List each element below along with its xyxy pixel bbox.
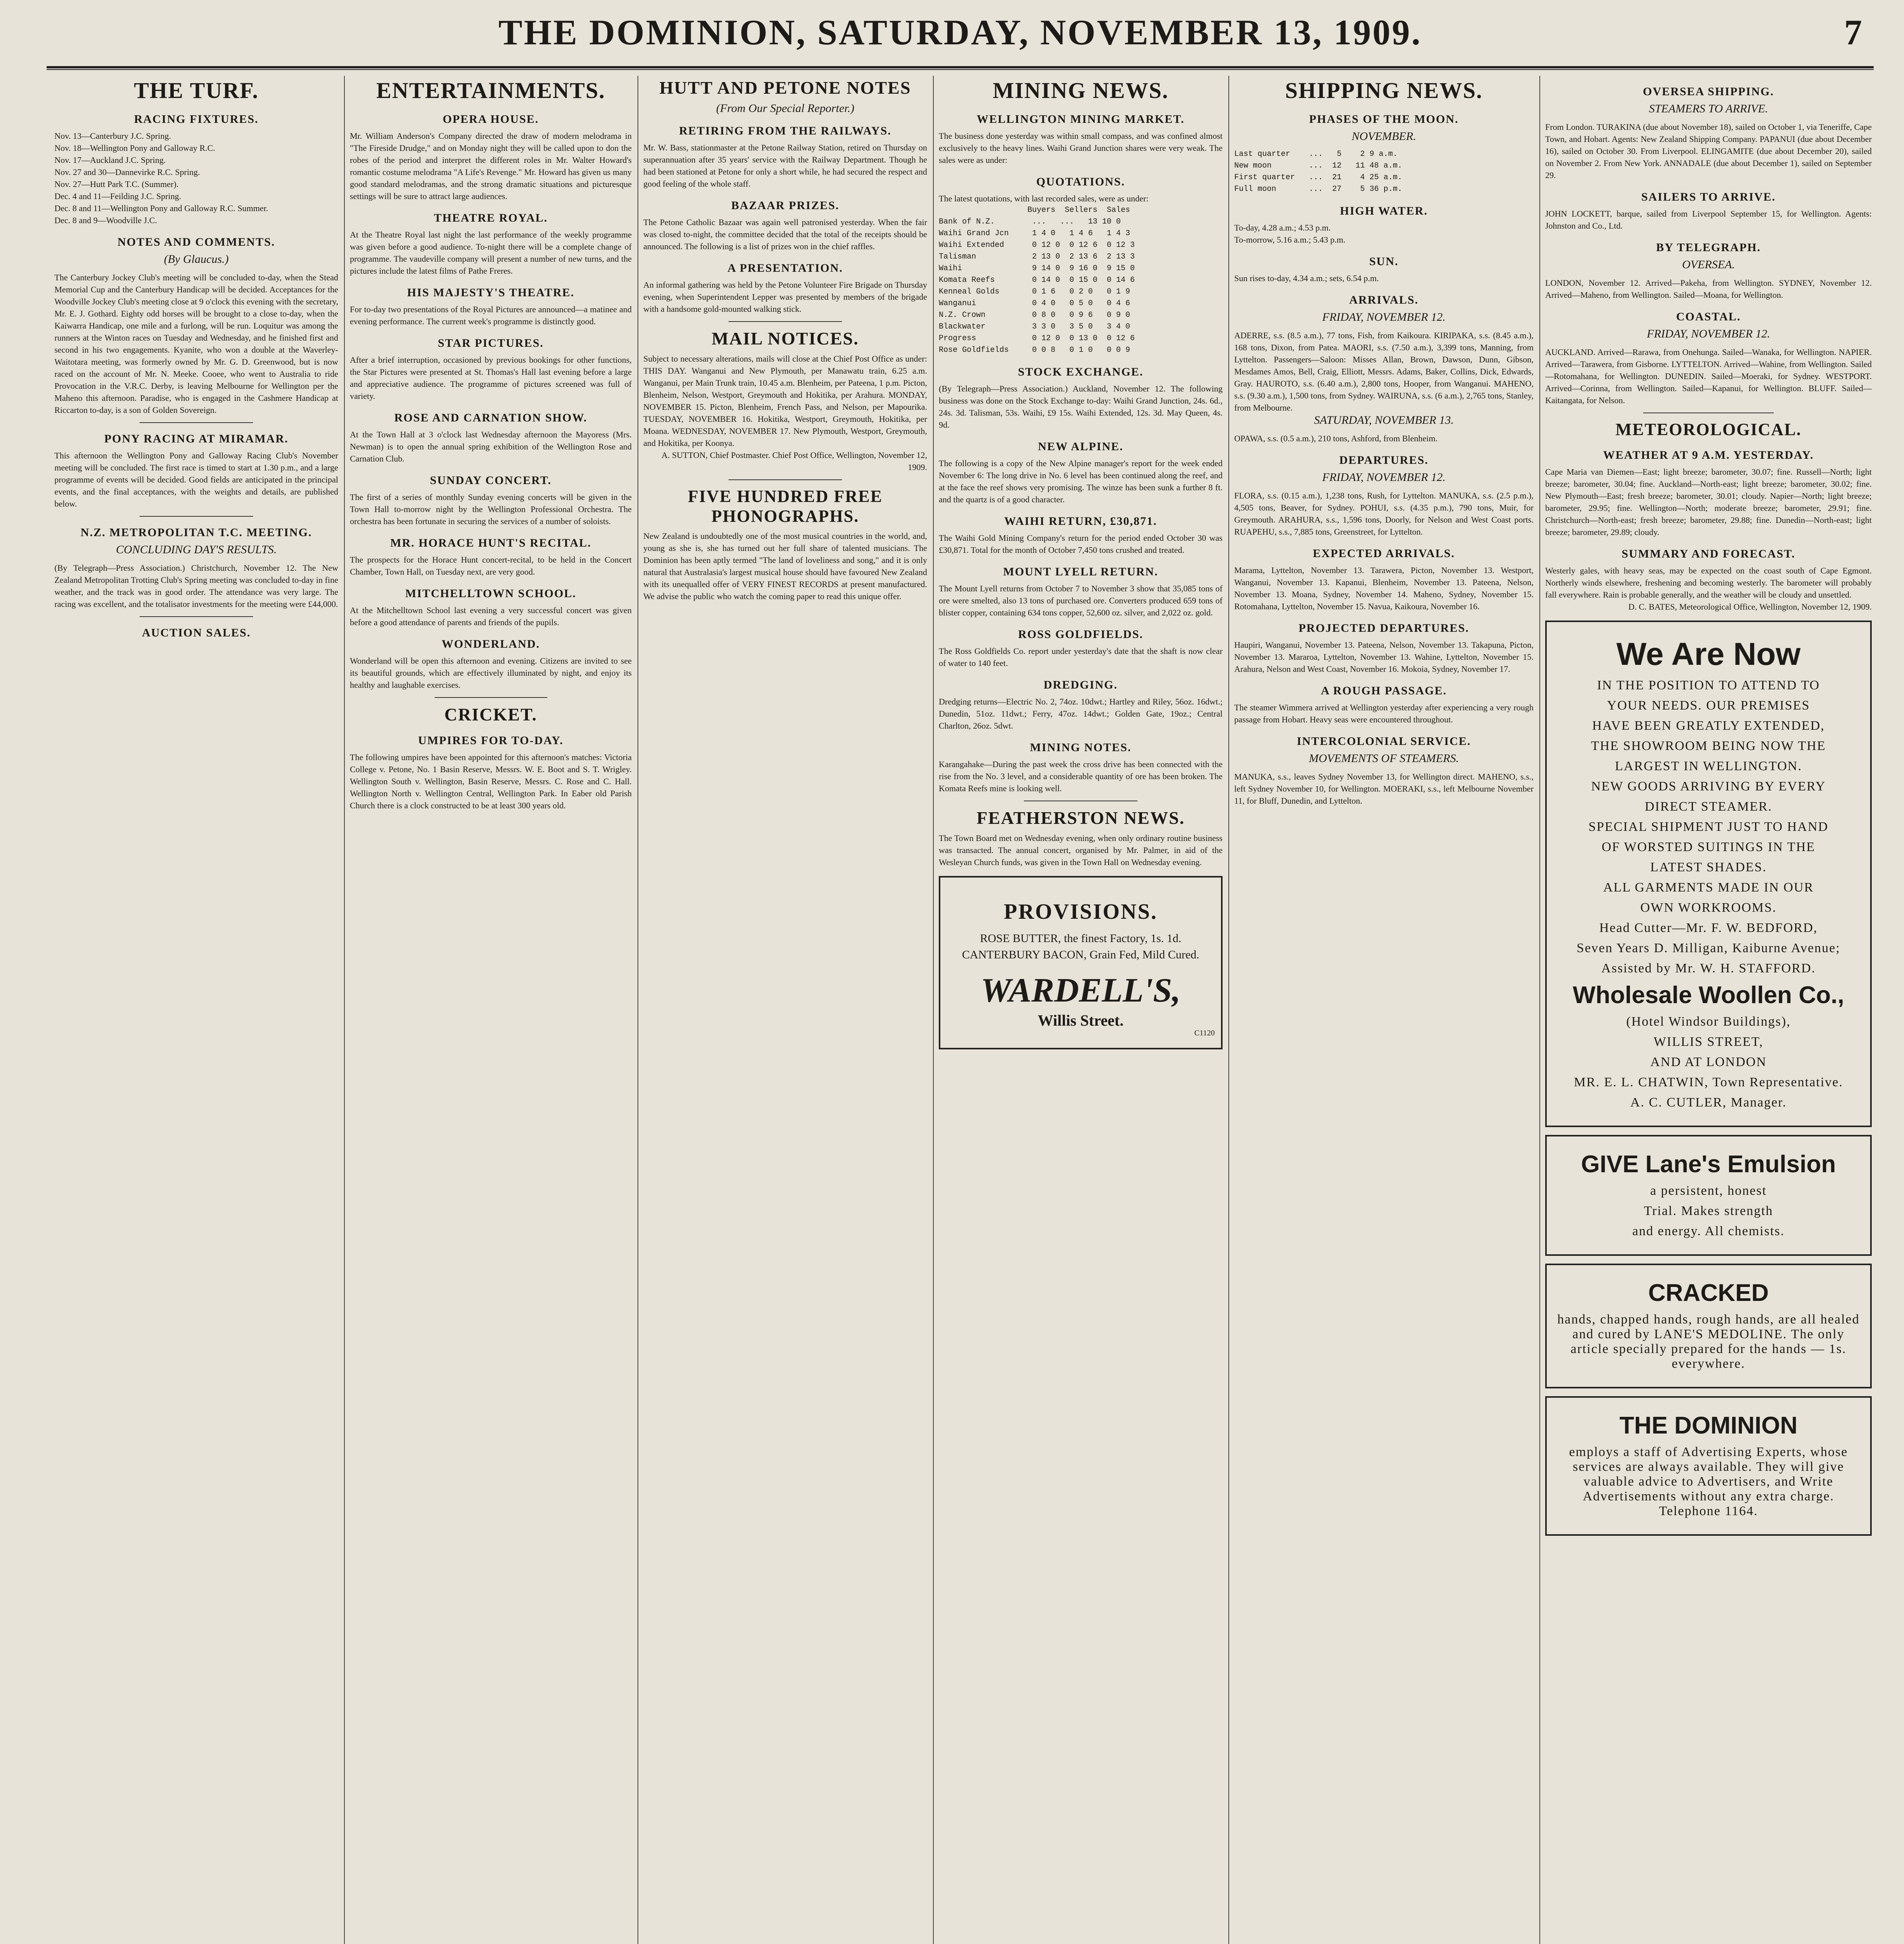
oversea-heading: OVERSEA SHIPPING. — [1643, 85, 1774, 98]
provisions-line: ROSE BUTTER, the finest Factory, 1s. 1d. — [980, 932, 1181, 945]
ent-section-heading: MITCHELLTOWN SCHOOL. — [405, 587, 576, 600]
advert-line: YOUR NEEDS. OUR PREMISES — [1607, 698, 1810, 713]
oversea-subheading: STEAMERS TO ARRIVE. — [1649, 102, 1768, 115]
advert-headline: We Are Now — [1616, 636, 1801, 672]
quote-header: Buyers Sellers Sales — [939, 206, 1130, 215]
moon-table — [1234, 149, 1534, 195]
pony-text: This afternoon the Wellington Pony and Galloway Racing Club's November meeting will be concluded. The first race is timed to start at 1.30 p.m., and a large programme of events will be decided. Good fields are anticipated in the principal events, and the final acceptances, with the weights and details, are published below. — [54, 451, 338, 509]
high-water-heading: HIGH WATER. — [1340, 205, 1428, 217]
weather-text: Cape Maria van Diemen—East; light breeze; barometer, 30.07; fine. Russell—North; light breeze; barometer, 30.04; fine. Auckland—North-east; light breeze; barometer, 30.02; fine. New Plymouth—East; fresh breeze; barometer, 30.01; cloudy. Napier—North; light breeze; barometer, 29.95; fine. Wellington—North; moderate breeze; barometer, 29.91; fine. Christchurch—North-east; fresh breeze; barometer, 29.88; fine. Dunedin—North-east; light breeze; barometer, 29.89; cloudy. — [1545, 467, 1872, 537]
arrivals-date: SATURDAY, NOVEMBER 13. — [1314, 414, 1454, 427]
column-divider — [1228, 76, 1229, 1944]
projected-text: Haupiri, Wanganui, November 13. Pateena, Nelson, November 13. Takapuna, Picton, November 13. Mararoa, Lyttelton, November 13. Wahine, Lyttelton, November 15. Arahura, Nelson and West Coast, November 16. Mokoia, Sydney, November 17. — [1234, 640, 1534, 674]
fixture-item: Dec. 4 and 11—Feilding J.C. Spring. — [54, 191, 182, 201]
intercolonial-text: MANUKA, s.s., leaves Sydney November 13, for Wellington direct. MAHENO, s.s., left Sydney November 10, for Wellington. MOERAKI, s.s., left Melbourne November 11, for Bluff, Dunedin, and Lyttelton. — [1234, 772, 1534, 806]
dominion-advert — [1545, 1396, 1872, 1536]
lyell-heading: MOUNT LYELL RETURN. — [1003, 565, 1158, 578]
advert-line: Assisted by Mr. W. H. STAFFORD. — [1601, 961, 1816, 975]
coastal-text: AUCKLAND. Arrived—Rarawa, from Onehunga. Sailed—Wanaka, for Wellington. NAPIER. Arrived—Tarawera, from Gisborne. LYTTELTON. Arrived—Wahine, from Wellington. Sailed—Rotomahana, for Wellington. DUNEDIN. Sailed—Moeraki, for Sydney. WESTPORT. Arrived—Corinna, from Wellington. Sailed—Kapanui, for Wellington. BLUFF. Sailed—Kaitangata, for Nelson. — [1545, 347, 1872, 405]
advert-line: NEW GOODS ARRIVING BY EVERY — [1591, 779, 1826, 794]
sun-row: Sun rises to-day, 4.34 a.m.; sets, 6.54 p.m. — [1234, 273, 1379, 283]
ent-section-heading: STAR PICTURES. — [438, 337, 544, 350]
fixtures-list — [54, 130, 338, 226]
advert-line: HAVE BEEN GREATLY EXTENDED, — [1592, 719, 1825, 733]
departures-heading: DEPARTURES. — [1339, 454, 1429, 467]
advert-line: Head Cutter—Mr. F. W. BEDFORD, — [1599, 921, 1818, 935]
mail-text: Subject to necessary alterations, mails will close at the Chief Post Office as under: THIS DAY. Wanganui and New Plymouth, per Manawatu train, 6.25 a.m. Wanganui, per Main Trunk train, 10.45 a.m. Blenheim, per Pateena, 1 p.m. Picton, Blenheim, Nelson, Westport, Greymouth and Hokitika, per Arahura. MONDAY, NOVEMBER 15. Picton, Blenheim, French Pass, and Nelson, per Mapourika. TUESDAY, NOVEMBER 16. Hokitika, Westport, Greymouth, Hokitika, per Moana. WEDNESDAY, NOVEMBER 17. New Plymouth, Westport, Greymouth, and Hokitika, per Koonya. — [643, 354, 927, 448]
advert-line: LARGEST IN WELLINGTON. — [1615, 759, 1802, 773]
cricket-subheading: UMPIRES FOR TO-DAY. — [418, 734, 564, 747]
notes-heading: NOTES AND COMMENTS. — [117, 236, 275, 248]
moon-heading: PHASES OF THE MOON. — [1309, 113, 1459, 126]
quote-row: Waihi 9 14 0 9 16 0 9 15 0 — [939, 264, 1135, 273]
ent-section-heading: MR. HORACE HUNT'S RECITAL. — [390, 537, 592, 549]
wardell-name: WARDELL'S, — [980, 972, 1181, 1009]
advert-line: LATEST SHADES. — [1650, 860, 1767, 874]
ent-section-text: At the Theatre Royal last night the last performance of the weekly programme was given before a good audience. To-night there will be a complete change of programme. The vaudeville company will present a number of new turns, and the pictures include the latest films of Pathe Freres. — [350, 230, 632, 276]
hutt-section-text: Mr. W. Bass, stationmaster at the Petone Railway Station, retired on Thursday on superannuation after 35 years' service with the Railway Department. Though he had been stationed at Petone for only a short while, he had secured the respect and good feeling of the whole staff. — [643, 143, 927, 189]
advert-line: MR. E. L. CHATWIN, Town Representative. — [1574, 1075, 1843, 1089]
quotations-table — [939, 205, 1223, 356]
arrivals-text: ADERRE, s.s. (8.5 a.m.), 77 tons, Fish, from Kaikoura. KIRIPAKA, s.s. (8.45 a.m.), 168 tons, Dixon, from Patea. MAORI, s.s. (7.50 a.m.), 3,399 tons, Manning, from Lyttelton. Passengers—Saloon: Misses Allan, Brown, Dawson, Dunn, Gibson, Mesdames Amos, Bell, Craig, Elliott, Messrs. Adams, Baker, Collins, Dick, Edwards, Gray. HAUROTO, s.s. (6.40 a.m.), 2,800 tons, Hooper, from Wanganui. MAHENO, s.s. (9.30 a.m.), 1,500 tons, from Sydney. WAIRUNA, s.s. (6 a.m.), 2,765 tons, Stanley, from Melbourne. — [1234, 330, 1534, 413]
dredging-text: Dredging returns—Electric No. 2, 74oz. 10dwt.; Hartley and Riley, 56oz. 16dwt.; Dunedin, 51oz. 11dwt.; Ferry, 47oz. 14dwt.; Golden Gate, 19oz.; Central Charlton, 26oz. 5dwt. — [939, 697, 1223, 731]
fixture-item: Dec. 8 and 9—Woodville J.C. — [54, 215, 157, 225]
ent-section-heading: WONDERLAND. — [442, 638, 540, 650]
ent-section-text: Wonderland will be open this afternoon and evening. Citizens are invited to see its beautiful grounds, which are effectively illuminated by night, and enjoy its healthy and laughable exercises. — [350, 656, 632, 690]
auction-heading: AUCTION SALES. — [142, 626, 251, 639]
forecast-signature: D. C. BATES, Meteorological Office, Wellington, November 12, 1909. — [1628, 602, 1872, 612]
advert-line: a persistent, honest — [1650, 1184, 1767, 1198]
ent-section-heading: OPERA HOUSE. — [442, 113, 539, 126]
weather-subheading: WEATHER AT 9 A.M. YESTERDAY. — [1603, 449, 1814, 462]
departures-text: FLORA, s.s. (0.15 a.m.), 1,238 tons, Rush, for Lyttelton. MANUKA, s.s. (2.5 p.m.), 4,505 tons, Beaver, for Sydney. POHUI, s.s. (4.35 p.m.), 790 tons, Muir, for Greymouth. ARAHURA, s.s., 1,596 tons, Doorly, for Nelson and West Coast ports. RUAPEHU, s.s., 7,885 tons, Greenstreet, for Lyttelton. — [1234, 491, 1534, 537]
sun-heading: SUN. — [1369, 255, 1399, 268]
arrivals-date: FRIDAY, NOVEMBER 12. — [1322, 311, 1446, 323]
wmm-text: The business done yesterday was within small compass, and was confined almost exclusively to the heavy lines. Waihi Grand Junction shares were very weak. The sales were as under: — [939, 131, 1223, 165]
phono-heading: FIVE HUNDRED FREE PHONOGRAPHS. — [688, 487, 883, 526]
advert-headline: GIVE Lane's Emulsion — [1581, 1151, 1836, 1178]
hutt-heading: HUTT AND PETONE NOTES — [659, 78, 911, 98]
oversea-and-ads-column — [1545, 76, 1872, 1944]
mining-notes-heading: MINING NOTES. — [1030, 741, 1132, 754]
wardell-address: Willis Street. — [1038, 1012, 1124, 1029]
moon-row: Last quarter ... 5 2 9 a.m. — [1234, 150, 1398, 159]
entertainments-heading: ENTERTAINMENTS. — [376, 78, 606, 103]
advert-headline: CRACKED — [1648, 1280, 1769, 1306]
moon-row: First quarter ... 21 4 25 a.m. — [1234, 173, 1403, 182]
shipping-heading: SHIPPING NEWS. — [1285, 78, 1483, 103]
ent-section-heading: ROSE AND CARNATION SHOW. — [394, 411, 587, 424]
advert-line: IN THE POSITION TO ATTEND TO — [1597, 678, 1820, 692]
quote-row: Komata Reefs 0 14 0 0 15 0 0 14 6 — [939, 276, 1135, 285]
quote-row: Bank of N.Z. ... ... 13 10 0 — [939, 217, 1121, 226]
advert-headline: THE DOMINION — [1619, 1412, 1798, 1439]
shipping-column — [1234, 76, 1534, 1944]
ent-section-text: For to-day two presentations of the Royal Pictures are announced—a matinee and evening performance. The current week's programme is distinctly good. — [350, 304, 632, 326]
cricket-text: The following umpires have been appointed for this afternoon's matches: Victoria College v. Petone, No. 1 Basin Reserve, Messrs. W. E. Boot and S. T. Wrigley. Wellington South v. Wellington, Basin Reserve, Messrs. C. Rose and C. Hall. Wellington North v. Wellington Central, Wellington Park. In Eaber old Parish Church there is a clock constructed to be at least 300 years old. — [350, 752, 632, 810]
column-divider — [933, 76, 934, 1944]
fixture-item: Nov. 27 and 30—Dannevirke R.C. Spring. — [54, 167, 200, 177]
quote-row: Talisman 2 13 0 2 13 6 2 13 3 — [939, 252, 1135, 261]
medoline-advert — [1545, 1264, 1872, 1388]
waihi-heading: WAIHI RETURN, £30,871. — [1004, 515, 1157, 528]
moon-month: NOVEMBER. — [1352, 130, 1416, 143]
sailers-heading: SAILERS TO ARRIVE. — [1641, 191, 1776, 203]
advert-line: Seven Years D. Milligan, Kaiburne Avenue; — [1576, 941, 1841, 955]
nzm-subheading: CONCLUDING DAY'S RESULTS. — [116, 543, 277, 556]
provisions-heading: PROVISIONS. — [1004, 900, 1158, 924]
mining-heading: MINING NEWS. — [992, 78, 1169, 103]
high-water-list — [1234, 222, 1534, 246]
fixture-item: Nov. 13—Canterbury J.C. Spring. — [54, 131, 171, 141]
meteorological-heading: METEOROLOGICAL. — [1615, 420, 1802, 439]
ent-section-heading: THEATRE ROYAL. — [433, 212, 548, 224]
ent-section-text: The first of a series of monthly Sunday evening concerts will be given in the Town Hall to-morrow night by the Wellington Professional Orchestra. The orchestra has been fortunate in securing the services of a number of soloists. — [350, 492, 632, 526]
high-water-row: To-morrow, 5.16 a.m.; 5.43 p.m. — [1234, 235, 1346, 245]
projected-heading: PROJECTED DEPARTURES. — [1298, 622, 1469, 635]
advert-code: C1120 — [1194, 1029, 1215, 1037]
wardell-advert — [939, 876, 1223, 1049]
ent-section-text: Mr. William Anderson's Company directed the draw of modern melodrama in "The Fireside Drudge," and on Monday night they will be called upon to don the robes of the period and interpret the different roles in Mr. Walter Howard's romantic costume melodrama "A Life's Revenge." Mr. Howard has given us many good standard melodramas, and the strong dramatic situations and picturesque settings will be sure to attract large audiences. — [350, 131, 632, 201]
quote-row: Kenneal Golds 0 1 6 0 2 0 0 1 9 — [939, 287, 1130, 296]
mail-heading: MAIL NOTICES. — [711, 329, 859, 348]
notes-text: The Canterbury Jockey Club's meeting will be concluded to-day, when the Stead Memorial Cup and the Canterbury Handicap will be decided. Acceptances for the Woodville Jockey Club's meeting close at 9 o'clock this evening with the secretary, Mr. E. J. Gothard. Eighty odd horses will be brought to a close to-day, when the Kaiwarra Handicap, one mile and a furlong, will be run. Loquitur was among the runners at the Winton races on Tuesday and Wednesday, and he finished first and second in his two engagements. Kyanite, who won a double at the Waverley-Waitotara meeting, was formerly owned by Mr. G. D. Greenwood, but is now raced on the account of Mr. N. Meeke. Cooee, who went to Australia to ride Provocation in the V.R.C. Derby, is leaving Melbourne for Wellington per the Maheno this afternoon. Paradise, who is engaged in the Cashmere Handicap at Riccarton to-day, is a son of Golden Sovereign. — [54, 273, 338, 415]
advert-line: and energy. All chemists. — [1632, 1224, 1785, 1238]
arrivals-text: OPAWA, s.s. (0.5 a.m.), 210 tons, Ashford, from Blenheim. — [1234, 434, 1438, 443]
intercolonial-heading: INTERCOLONIAL SERVICE. — [1296, 735, 1471, 748]
fixture-item: Dec. 8 and 11—Wellington Pony and Galloway R.C. Summer. — [54, 203, 268, 213]
ross-text: The Ross Goldfields Co. report under yesterday's date that the shaft is now clear of water to 140 feet. — [939, 646, 1223, 668]
ent-section-text: After a brief interruption, occasioned by previous bookings for other functions, the Star Pictures were presented at St. Thomas's Hall last evening before a large and appreciative audience. The programme of pictures screened was full of variety. — [350, 355, 632, 401]
oversea-text: From London. TURAKINA (due about November 18), sailed on October 1, via Teneriffe, Cape Town, and Hobart. Agents: New Zealand Shipping Company. PAPANUI (due about December 16), sailed on October 30. From Liverpool. ELINGAMITE (due about December 20), sailed on November 2. From New York. ANNADALE (due about December 1), sailed on September 29. — [1545, 122, 1872, 180]
mining-notes-text: Karangahake—During the past week the cross drive has been connected with the rise from the No. 3 level, and a considerable quantity of ore has been broken. The Komata Reefs mine is looking well. — [939, 759, 1223, 793]
advert-line: A. C. CUTLER, Manager. — [1630, 1095, 1787, 1110]
lanes-emulsion-advert — [1545, 1135, 1872, 1256]
featherston-text: The Town Board met on Wednesday evening, when only ordinary routine business was transacted. The annual concert, organised by Mr. Palmer, in aid of the Wesleyan Church funds, was given in the Town Hall on Wednesday evening. — [939, 833, 1223, 867]
phono-text: New Zealand is undoubtedly one of the most musical countries in the world, and, young as she is, she has turned out her full share of talented musicians. The Dominion has been aptly termed "The land of loveliness and song," and it is only natural that Australasia's largest musical house should have favoured New Zealand with its unequalled offer of VERY FINEST RECORDS at present manufactured. We advise the public who watch the coming paper to read this unique offer. — [643, 531, 927, 601]
advert-line: hands, chapped hands, rough hands, are all healed and cured by LANE'S MEDOLINE. The only article specially prepared for the hands — 1s. everywhere. — [1557, 1312, 1860, 1371]
entertainments-column — [350, 76, 632, 1944]
column-divider — [344, 76, 345, 1944]
advert-line: AND AT LONDON — [1650, 1055, 1767, 1069]
nzm-text: (By Telegraph—Press Association.) Christchurch, November 12. The New Zealand Metropolitan Trotting Club's Spring meeting was concluded to-day in fine weather, and the track was in good order. The attendance was very large. The racing was excellent, and the totalisator investments for the meeting were £44,000. — [54, 563, 338, 609]
advert-line: Trial. Makes strength — [1644, 1204, 1773, 1218]
ent-section-text: The prospects for the Horace Hunt concert-recital, to be held in the Concert Chamber, Town Hall, on Tuesday next, are very good. — [350, 555, 632, 577]
quote-row: Waihi Grand Jcn 1 4 0 1 4 6 1 4 3 — [939, 229, 1130, 238]
advert-line: ALL GARMENTS MADE IN OUR — [1603, 880, 1814, 895]
masthead — [47, 8, 1874, 68]
advert-line: THE SHOWROOM BEING NOW THE — [1591, 739, 1826, 753]
nzm-heading: N.Z. METROPOLITAN T.C. MEETING. — [80, 526, 312, 539]
cricket-heading: CRICKET. — [444, 705, 537, 724]
expected-text: Marama, Lyttelton, November 13. Tarawera, Picton, November 13. Westport, Wanganui, November 13. Kapanui, Blenheim, November 13. Pateena, Nelson, November 13. Moana, Sydney, November 14. Maheno, Sydney, November 15. Rotomahana, Lyttelton, November 15. Navua, Kaikoura, November 16. — [1234, 565, 1534, 611]
advert-line: SPECIAL SHIPMENT JUST TO HAND — [1588, 820, 1829, 834]
fixture-item: Nov. 18—Wellington Pony and Galloway R.C. — [54, 143, 215, 153]
fixtures-heading: RACING FIXTURES. — [134, 113, 259, 126]
woollen-co-advert — [1545, 621, 1872, 1127]
rough-passage-text: The steamer Wimmera arrived at Wellington yesterday after experiencing a very rough passage from Hobart. Heavy seas were encountered throughout. — [1234, 703, 1534, 724]
coastal-heading: COASTAL. — [1676, 310, 1741, 323]
hutt-section-text: The Petone Catholic Bazaar was again well patronised yesterday. When the fair was closed to-night, the committee decided that the total of the receipts should be announced. The following is a list of prizes won in the chief raffles. — [643, 217, 927, 251]
hutt-section-heading: RETIRING FROM THE RAILWAYS. — [679, 124, 892, 137]
page-number: 7 — [1844, 12, 1862, 52]
hutt-subheading: (From Our Special Reporter.) — [716, 102, 854, 115]
quote-row: N.Z. Crown 0 8 0 0 9 6 0 9 0 — [939, 311, 1130, 320]
ent-section-heading: SUNDAY CONCERT. — [430, 474, 552, 487]
mining-column — [939, 76, 1223, 1944]
departures-date: FRIDAY, NOVEMBER 12. — [1322, 471, 1446, 484]
quote-row: Blackwater 3 3 0 3 5 0 3 4 0 — [939, 322, 1130, 331]
telegraph-heading: BY TELEGRAPH. — [1656, 241, 1761, 254]
ent-section-text: At the Mitchelltown School last evening a very successful concert was given before a good attendance of parents and friends of the pupils. — [350, 605, 632, 627]
quote-row: Progress 0 12 0 0 13 0 0 12 6 — [939, 334, 1135, 343]
advert-line: OWN WORKROOMS. — [1640, 900, 1777, 915]
arrivals-heading: ARRIVALS. — [1349, 294, 1419, 306]
masthead-rule — [47, 69, 1874, 70]
hutt-section-heading: BAZAAR PRIZES. — [731, 199, 840, 212]
alpine-heading: NEW ALPINE. — [1038, 440, 1123, 453]
ross-heading: ROSS GOLDFIELDS. — [1018, 628, 1144, 641]
telegraph-subheading: OVERSEA. — [1682, 258, 1735, 271]
sailers-text: JOHN LOCKETT, barque, sailed from Liverpool September 15, for Wellington. Agents: Johnston and Co., Ltd. — [1545, 209, 1872, 231]
intercolonial-subheading: MOVEMENTS OF STEAMERS. — [1309, 752, 1459, 765]
telegraph-text: LONDON, November 12. Arrived—Pakeha, from Wellington. SYDNEY, November 12. Arrived—Maheno, from Wellington. Sailed—Moana, for Wellington. — [1545, 278, 1872, 300]
turf-heading: THE TURF. — [134, 78, 259, 103]
mail-signature: A. SUTTON, Chief Postmaster. Chief Post Office, Wellington, November 12, 1909. — [661, 450, 927, 472]
moon-row: New moon ... 12 11 48 a.m. — [1234, 161, 1403, 170]
high-water-row: To-day, 4.28 a.m.; 4.53 p.m. — [1234, 223, 1331, 233]
featherston-heading: FEATHERSTON NEWS. — [976, 808, 1185, 828]
advert-line: WILLIS STREET, — [1653, 1035, 1764, 1049]
advert-line: employs a staff of Advertising Experts, whose services are always available. They will give valuable advice to Advertisers, and Write Advertisements without any extra charge. Telephone 1164. — [1569, 1445, 1848, 1518]
alpine-text: The following is a copy of the New Alpine manager's report for the week ended November 6: The long drive in No. 6 level has been continued along the reef, and at the face the reef shows very promising. The winze has been sunk a further 8 ft. and the quartz is of a good character. — [939, 458, 1223, 504]
waihi-text: The Waihi Gold Mining Company's return for the period ended October 30 was £30,871. Total for the month of October 7,450 tons crushed and treated. — [939, 533, 1223, 555]
ent-section-heading: HIS MAJESTY'S THEATRE. — [407, 286, 575, 299]
turf-column — [54, 76, 338, 1944]
lyell-text: The Mount Lyell returns from October 7 to November 3 show that 35,085 tons of ore were smelted, also 13 tons of purchased ore. Converters produced 659 tons of blister copper, containing 634 tons copper, 52,600 oz. silver, and 2,022 oz. gold. — [939, 584, 1223, 617]
stock-text: (By Telegraph—Press Association.) Auckland, November 12. The following business was done on the Stock Exchange to-day: Waihi Grand Junction, 24s. 6d., 24s. 3d. Talisman, 53s. Waihi, £9 15s. Waihi Extended, 12s. 3d. May Queen, 4s. 9d. — [939, 384, 1223, 430]
forecast-text: Westerly gales, with heavy seas, may be expected on the coast south of Cape Egmont. Northerly winds elsewhere, freshening and becoming westerly. The barometer will probably fall everywhere. Rain is probable generally, and the weather will be cloudy and unsettled. — [1545, 566, 1872, 600]
quote-row: Rose Goldfields 0 0 8 0 1 0 0 0 9 — [939, 346, 1130, 355]
fixture-item: Nov. 27—Hutt Park T.C. (Summer). — [54, 179, 179, 189]
moon-row: Full moon ... 27 5 36 p.m. — [1234, 185, 1403, 194]
advert-line: OF WORSTED SUITINGS IN THE — [1602, 840, 1815, 854]
wmm-heading: WELLINGTON MINING MARKET. — [976, 113, 1185, 126]
fixture-item: Nov. 17—Auckland J.C. Spring. — [54, 155, 166, 165]
dredging-heading: DREDGING. — [1043, 678, 1118, 691]
masthead-title: THE DOMINION, SATURDAY, NOVEMBER 13, 1909. — [498, 12, 1422, 52]
hutt-petone-column — [643, 76, 927, 1944]
provisions-line: CANTERBURY BACON, Grain Fed, Mild Cured. — [962, 948, 1200, 961]
forecast-heading: SUMMARY AND FORECAST. — [1621, 547, 1796, 560]
advert-line: (Hotel Windsor Buildings), — [1626, 1014, 1791, 1029]
quote-row: Wanganui 0 4 0 0 5 0 0 4 6 — [939, 299, 1130, 308]
quotations-intro: The latest quotations, with last recorded sales, were as under: — [939, 194, 1149, 203]
rough-passage-heading: A ROUGH PASSAGE. — [1321, 684, 1447, 697]
hutt-section-text: An informal gathering was held by the Petone Volunteer Fire Brigade on Thursday evening, when Superintendent Lepper was presented by members of the brigade with a handsome gold-mounted walking stick. — [643, 280, 927, 314]
quote-row: Waihi Extended 0 12 0 0 12 6 0 12 3 — [939, 241, 1135, 250]
hutt-section-heading: A PRESENTATION. — [727, 262, 843, 274]
coastal-date: FRIDAY, NOVEMBER 12. — [1647, 327, 1770, 340]
stock-heading: STOCK EXCHANGE. — [1018, 365, 1144, 378]
ent-section-text: At the Town Hall at 3 o'clock last Wednesday afternoon the Mayoress (Mrs. Newman) is to open the annual spring exhibition of the Wellington Rose and Carnation Club. — [350, 430, 632, 463]
pony-heading: PONY RACING AT MIRAMAR. — [104, 432, 288, 445]
advert-company-name: Wholesale Woollen Co., — [1572, 982, 1845, 1009]
quotations-heading: QUOTATIONS. — [1036, 175, 1125, 188]
notes-byline: (By Glaucus.) — [164, 253, 229, 266]
expected-heading: EXPECTED ARRIVALS. — [1313, 547, 1455, 560]
advert-line: DIRECT STEAMER. — [1645, 799, 1772, 814]
column-divider — [1539, 76, 1540, 1944]
